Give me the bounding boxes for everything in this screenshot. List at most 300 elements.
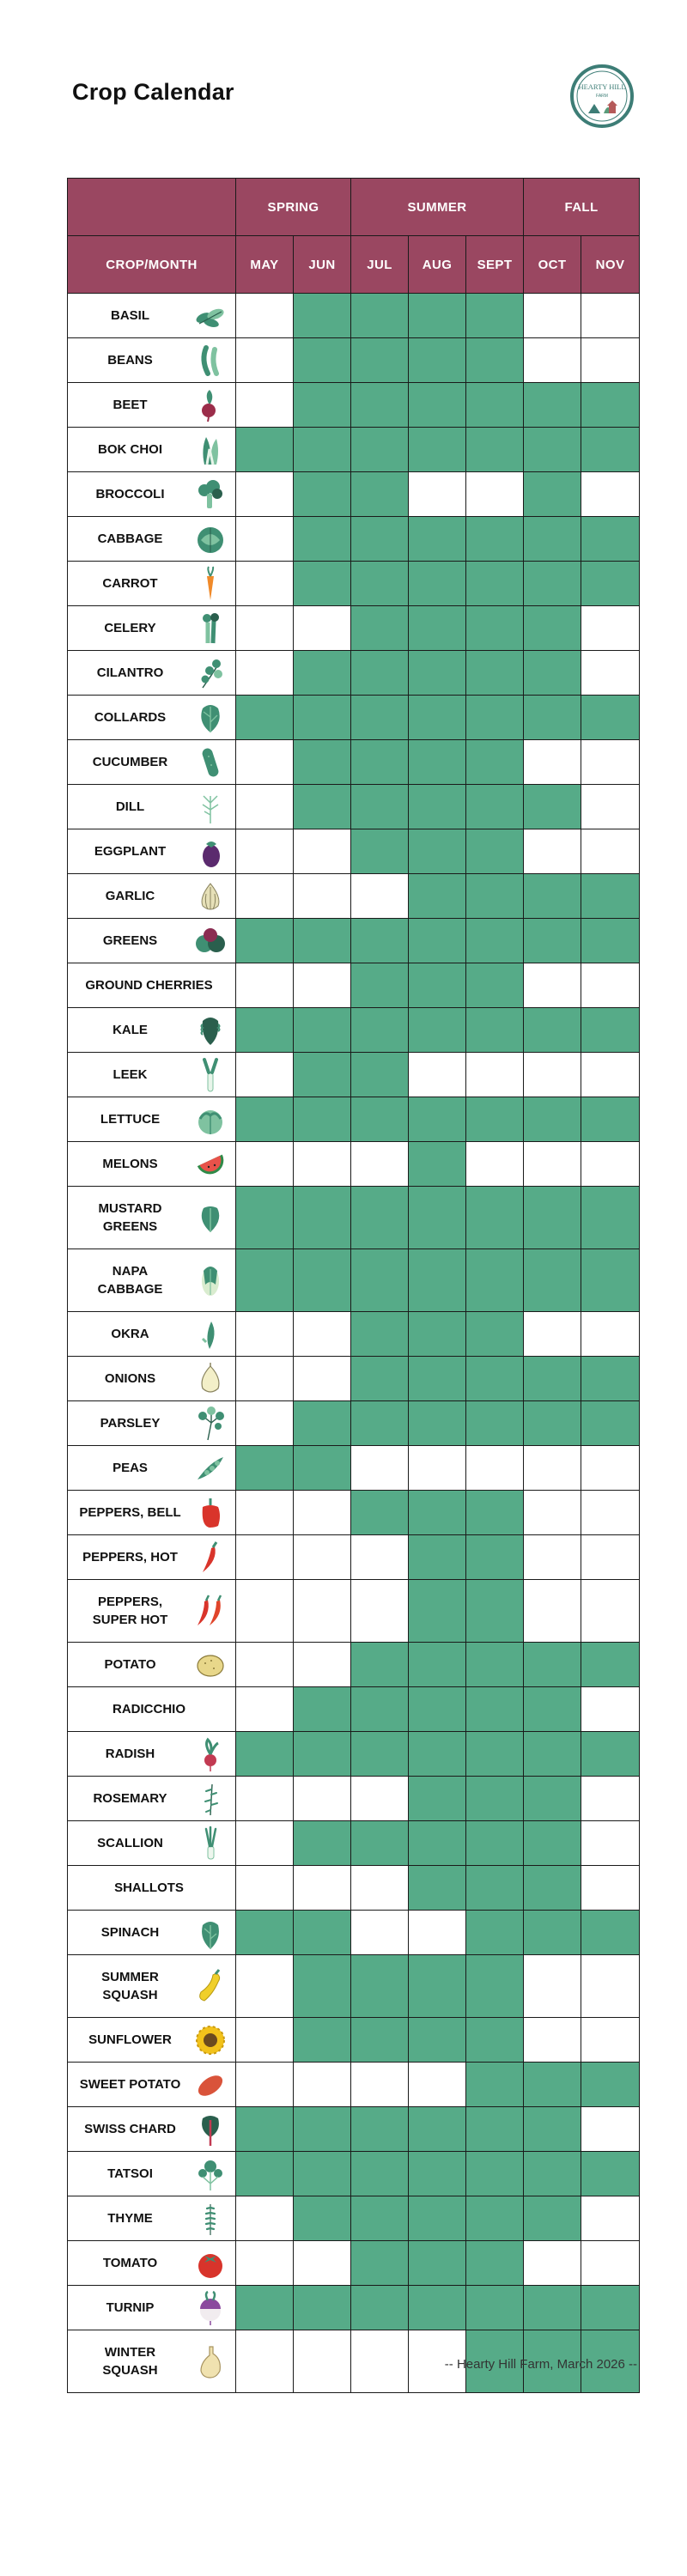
crop-name-cell: [68, 1821, 236, 1866]
month-cell-sept: [466, 1249, 524, 1312]
month-cell-sept: [466, 1732, 524, 1777]
cucumber-icon: [192, 744, 228, 781]
greens-icon: [192, 923, 228, 959]
month-cell-may: [236, 919, 294, 963]
month-cell-nov: [581, 1732, 640, 1777]
eggplant-icon: [192, 834, 228, 870]
month-cell-aug: [409, 1187, 466, 1249]
crop-label: GARLIC: [105, 889, 155, 903]
month-cell-may: [236, 2330, 294, 2393]
month-cell-jul: [351, 1008, 409, 1053]
month-cell-jul: [351, 1535, 409, 1580]
month-cell-nov: [581, 1955, 640, 2018]
month-cell-jul: [351, 1955, 409, 2018]
month-cell-aug: [409, 696, 466, 740]
month-cell-sept: [466, 1312, 524, 1357]
month-cell-aug: [409, 517, 466, 562]
crop-label: BEANS: [107, 353, 153, 368]
month-cell-jun: [294, 1866, 351, 1911]
crop-name-cell: [68, 1312, 236, 1357]
table-row: [68, 1249, 640, 1312]
table-row: [68, 963, 640, 1008]
month-cell-sept: [466, 2107, 524, 2152]
month-header-sept: SEPT: [466, 236, 524, 294]
crop-label: THYME: [107, 2211, 153, 2226]
month-cell-oct: [524, 1357, 581, 1401]
carrot-icon: [192, 566, 228, 602]
crop-name-cell: [68, 963, 236, 1008]
crop-label: BEET: [112, 398, 148, 412]
crop-name-cell: [68, 740, 236, 785]
month-cell-may: [236, 963, 294, 1008]
crop-label: NAPA CABBAGE: [97, 1264, 163, 1297]
crop-name-cell: [68, 1911, 236, 1955]
table-row: [68, 2107, 640, 2152]
month-cell-jul: [351, 1580, 409, 1643]
month-header-nov: NOV: [581, 236, 640, 294]
crop-label: LEEK: [112, 1067, 148, 1082]
page-title: Crop Calendar: [72, 79, 234, 105]
month-cell-jun: [294, 1249, 351, 1312]
table-row: [68, 294, 640, 338]
month-cell-jun: [294, 1732, 351, 1777]
table-row: [68, 338, 640, 383]
month-cell-sept: [466, 1821, 524, 1866]
month-cell-sept: [466, 1187, 524, 1249]
month-cell-jun: [294, 1535, 351, 1580]
month-cell-may: [236, 829, 294, 874]
table-row: [68, 1097, 640, 1142]
month-cell-aug: [409, 1401, 466, 1446]
crop-label: MELONS: [102, 1157, 158, 1171]
month-cell-jul: [351, 294, 409, 338]
month-cell-jul: [351, 1401, 409, 1446]
month-cell-sept: [466, 2152, 524, 2196]
table-row: [68, 1008, 640, 1053]
month-cell-aug: [409, 740, 466, 785]
month-cell-oct: [524, 517, 581, 562]
month-cell-aug: [409, 829, 466, 874]
month-cell-jul: [351, 740, 409, 785]
month-cell-jun: [294, 829, 351, 874]
month-cell-jul: [351, 1357, 409, 1401]
month-cell-oct: [524, 874, 581, 919]
month-cell-jun: [294, 1446, 351, 1491]
crop-name-cell: [68, 1535, 236, 1580]
month-cell-jun: [294, 1142, 351, 1187]
month-cell-jul: [351, 2196, 409, 2241]
month-cell-nov: [581, 1142, 640, 1187]
month-cell-jul: [351, 517, 409, 562]
month-cell-jun: [294, 1777, 351, 1821]
month-cell-aug: [409, 1821, 466, 1866]
month-cell-nov: [581, 1491, 640, 1535]
crop-name-cell: [68, 1955, 236, 2018]
month-cell-jun: [294, 2330, 351, 2393]
month-cell-oct: [524, 428, 581, 472]
month-cell-nov: [581, 2018, 640, 2063]
month-cell-sept: [466, 1580, 524, 1643]
month-cell-nov: [581, 2152, 640, 2196]
month-cell-aug: [409, 1097, 466, 1142]
month-cell-sept: [466, 2196, 524, 2241]
month-cell-sept: [466, 1142, 524, 1187]
table-row: [68, 2063, 640, 2107]
month-cell-sept: [466, 1357, 524, 1401]
month-cell-nov: [581, 338, 640, 383]
table-row: [68, 829, 640, 874]
tatsoi-icon: [192, 2156, 228, 2192]
month-cell-nov: [581, 2196, 640, 2241]
crop-name-cell: [68, 2196, 236, 2241]
table-row: [68, 740, 640, 785]
table-row: [68, 2152, 640, 2196]
melon-icon: [192, 1146, 228, 1182]
table-row: [68, 1401, 640, 1446]
month-cell-jul: [351, 1687, 409, 1732]
table-row: [68, 919, 640, 963]
month-cell-nov: [581, 2241, 640, 2286]
crop-label: POTATO: [104, 1657, 156, 1672]
month-cell-sept: [466, 2018, 524, 2063]
table-row: [68, 785, 640, 829]
crop-label: CELERY: [104, 621, 156, 635]
table-row: [68, 1955, 640, 2018]
crop-label: TOMATO: [102, 2256, 158, 2270]
crop-label: ONIONS: [104, 1371, 156, 1386]
crop-name-cell: [68, 294, 236, 338]
crop-label: SWISS CHARD: [84, 2122, 176, 2136]
month-cell-aug: [409, 1580, 466, 1643]
month-cell-jun: [294, 1821, 351, 1866]
month-cell-jul: [351, 1732, 409, 1777]
month-cell-aug: [409, 651, 466, 696]
table-row: [68, 1312, 640, 1357]
crop-name-cell: [68, 1187, 236, 1249]
table-row: [68, 2286, 640, 2330]
month-cell-aug: [409, 1008, 466, 1053]
month-cell-nov: [581, 785, 640, 829]
month-cell-nov: [581, 1357, 640, 1401]
crop-label: SUMMER SQUASH: [101, 1970, 159, 2002]
month-cell-sept: [466, 963, 524, 1008]
month-cell-sept: [466, 1401, 524, 1446]
month-cell-nov: [581, 383, 640, 428]
month-cell-oct: [524, 1312, 581, 1357]
month-cell-jun: [294, 740, 351, 785]
month-cell-oct: [524, 1446, 581, 1491]
month-cell-aug: [409, 785, 466, 829]
month-cell-sept: [466, 785, 524, 829]
month-cell-oct: [524, 1687, 581, 1732]
crop-name-cell: [68, 2107, 236, 2152]
month-cell-oct: [524, 1821, 581, 1866]
month-cell-may: [236, 2152, 294, 2196]
crop-name-cell: [68, 428, 236, 472]
month-cell-may: [236, 1955, 294, 2018]
month-cell-nov: [581, 696, 640, 740]
month-cell-oct: [524, 1732, 581, 1777]
month-cell-sept: [466, 1491, 524, 1535]
month-cell-nov: [581, 1821, 640, 1866]
month-cell-sept: [466, 294, 524, 338]
beet-icon: [192, 387, 228, 423]
month-cell-aug: [409, 2196, 466, 2241]
month-cell-oct: [524, 294, 581, 338]
table-row: [68, 1535, 640, 1580]
month-cell-jul: [351, 1491, 409, 1535]
month-cell-jul: [351, 874, 409, 919]
table-row: [68, 2018, 640, 2063]
month-cell-may: [236, 1187, 294, 1249]
month-cell-aug: [409, 1491, 466, 1535]
month-cell-nov: [581, 1777, 640, 1821]
month-cell-nov: [581, 472, 640, 517]
crop-label: LETTUCE: [100, 1112, 161, 1127]
month-cell-may: [236, 1142, 294, 1187]
month-cell-jul: [351, 606, 409, 651]
crop-label: RADISH: [105, 1747, 155, 1761]
crop-name-cell: [68, 1097, 236, 1142]
month-cell-oct: [524, 651, 581, 696]
month-cell-may: [236, 1491, 294, 1535]
month-cell-oct: [524, 829, 581, 874]
table-row: [68, 1911, 640, 1955]
month-cell-jun: [294, 1580, 351, 1643]
crop-label: BOK CHOI: [98, 442, 162, 457]
crop-label: PARSLEY: [100, 1416, 161, 1431]
month-cell-may: [236, 1687, 294, 1732]
month-cell-jul: [351, 785, 409, 829]
crop-label: CILANTRO: [96, 665, 164, 680]
month-cell-jul: [351, 651, 409, 696]
month-cell-aug: [409, 428, 466, 472]
month-cell-jun: [294, 1357, 351, 1401]
month-cell-oct: [524, 338, 581, 383]
month-cell-jun: [294, 874, 351, 919]
table-row: [68, 1687, 640, 1732]
month-cell-jul: [351, 1312, 409, 1357]
month-cell-sept: [466, 472, 524, 517]
month-cell-aug: [409, 1643, 466, 1687]
crop-label: COLLARDS: [94, 710, 167, 725]
month-cell-oct: [524, 1249, 581, 1312]
month-cell-jun: [294, 1401, 351, 1446]
month-cell-nov: [581, 294, 640, 338]
month-cell-nov: [581, 1911, 640, 1955]
month-cell-aug: [409, 963, 466, 1008]
month-cell-may: [236, 1732, 294, 1777]
month-cell-oct: [524, 1535, 581, 1580]
month-cell-aug: [409, 1053, 466, 1097]
month-cell-aug: [409, 383, 466, 428]
crop-name-cell: [68, 651, 236, 696]
month-cell-jul: [351, 696, 409, 740]
month-cell-nov: [581, 562, 640, 606]
crop-name-cell: [68, 1580, 236, 1643]
month-cell-aug: [409, 606, 466, 651]
month-cell-sept: [466, 2063, 524, 2107]
month-cell-nov: [581, 517, 640, 562]
month-cell-jun: [294, 1312, 351, 1357]
month-cell-aug: [409, 919, 466, 963]
table-row: [68, 696, 640, 740]
month-cell-oct: [524, 1955, 581, 2018]
month-cell-may: [236, 338, 294, 383]
crop-name-cell: [68, 696, 236, 740]
crop-name-cell: [68, 2018, 236, 2063]
month-cell-may: [236, 1580, 294, 1643]
crop-label: EGGPLANT: [94, 844, 167, 859]
celery-icon: [192, 611, 228, 647]
month-cell-jun: [294, 2241, 351, 2286]
month-cell-sept: [466, 1687, 524, 1732]
crop-label: TATSOI: [107, 2166, 153, 2181]
bell-pepper-icon: [192, 1495, 228, 1531]
crop-label: CABBAGE: [97, 532, 163, 546]
month-cell-oct: [524, 2196, 581, 2241]
month-cell-may: [236, 651, 294, 696]
month-cell-sept: [466, 1008, 524, 1053]
crop-label: CARROT: [102, 576, 158, 591]
month-cell-oct: [524, 919, 581, 963]
season-header-row: [68, 179, 640, 236]
crop-name-cell: [68, 606, 236, 651]
month-cell-sept: [466, 562, 524, 606]
month-cell-oct: [524, 1142, 581, 1187]
collards-icon: [192, 700, 228, 736]
month-cell-sept: [466, 1911, 524, 1955]
onion-icon: [192, 1361, 228, 1397]
leek-icon: [192, 1057, 228, 1093]
month-cell-jul: [351, 2018, 409, 2063]
month-cell-sept: [466, 517, 524, 562]
month-cell-oct: [524, 785, 581, 829]
month-header-jul: JUL: [351, 236, 409, 294]
month-cell-oct: [524, 1777, 581, 1821]
crop-name-cell: [68, 562, 236, 606]
table-row: [68, 1357, 640, 1401]
month-cell-may: [236, 1053, 294, 1097]
month-header-jun: JUN: [294, 236, 351, 294]
month-cell-may: [236, 1446, 294, 1491]
table-row: [68, 1446, 640, 1491]
crop-label: GROUND CHERRIES: [85, 978, 213, 993]
crop-name-cell: [68, 472, 236, 517]
month-cell-aug: [409, 1911, 466, 1955]
month-cell-oct: [524, 1491, 581, 1535]
month-cell-oct: [524, 562, 581, 606]
month-cell-jun: [294, 785, 351, 829]
month-cell-aug: [409, 2286, 466, 2330]
month-header-aug: AUG: [409, 236, 466, 294]
month-cell-may: [236, 1643, 294, 1687]
month-cell-oct: [524, 1187, 581, 1249]
month-cell-jul: [351, 1187, 409, 1249]
table-row: [68, 1643, 640, 1687]
month-cell-oct: [524, 1643, 581, 1687]
month-cell-nov: [581, 1580, 640, 1643]
crop-label: GREENS: [102, 933, 158, 948]
month-cell-nov: [581, 428, 640, 472]
month-cell-oct: [524, 606, 581, 651]
napa-cabbage-icon: [192, 1262, 228, 1298]
month-cell-aug: [409, 1142, 466, 1187]
hot-pepper-icon: [192, 1540, 228, 1576]
month-cell-jul: [351, 2330, 409, 2393]
month-cell-sept: [466, 1446, 524, 1491]
summer-squash-icon: [192, 1968, 228, 2004]
month-cell-jul: [351, 1643, 409, 1687]
month-cell-nov: [581, 1008, 640, 1053]
month-cell-jun: [294, 963, 351, 1008]
month-cell-aug: [409, 1446, 466, 1491]
crop-name-cell: [68, 2330, 236, 2393]
month-cell-aug: [409, 2018, 466, 2063]
month-cell-jul: [351, 1446, 409, 1491]
month-cell-oct: [524, 1866, 581, 1911]
table-row: [68, 1777, 640, 1821]
month-cell-jul: [351, 562, 409, 606]
month-cell-sept: [466, 2286, 524, 2330]
month-cell-sept: [466, 606, 524, 651]
month-cell-jul: [351, 1821, 409, 1866]
month-cell-may: [236, 2018, 294, 2063]
month-cell-oct: [524, 1053, 581, 1097]
month-cell-jun: [294, 562, 351, 606]
month-cell-jul: [351, 2241, 409, 2286]
crop-name-cell: [68, 2286, 236, 2330]
logo-text-line1: HEARTY HILL: [578, 82, 626, 91]
month-cell-aug: [409, 1687, 466, 1732]
month-cell-sept: [466, 829, 524, 874]
crop-label: PEPPERS, HOT: [82, 1550, 178, 1564]
month-cell-may: [236, 1312, 294, 1357]
month-cell-nov: [581, 1249, 640, 1312]
month-cell-nov: [581, 963, 640, 1008]
month-cell-sept: [466, 651, 524, 696]
month-cell-jul: [351, 2063, 409, 2107]
table-row: [68, 1142, 640, 1187]
crop-label: SCALLION: [97, 1836, 163, 1850]
month-cell-aug: [409, 2063, 466, 2107]
month-cell-oct: [524, 963, 581, 1008]
month-cell-jun: [294, 1491, 351, 1535]
table-row: [68, 383, 640, 428]
crop-label: SUNFLOWER: [88, 2032, 172, 2047]
month-cell-oct: [524, 1911, 581, 1955]
crop-label: CUCUMBER: [92, 755, 168, 769]
radish-icon: [192, 1736, 228, 1772]
mustard-greens-icon: [192, 1200, 228, 1236]
crop-label: BROCCOLI: [95, 487, 165, 501]
month-cell-nov: [581, 1446, 640, 1491]
month-cell-may: [236, 383, 294, 428]
lettuce-icon: [192, 1102, 228, 1138]
kale-icon: [192, 1012, 228, 1048]
month-cell-jun: [294, 696, 351, 740]
month-cell-oct: [524, 1008, 581, 1053]
crop-name-cell: [68, 829, 236, 874]
month-cell-jun: [294, 1687, 351, 1732]
month-cell-jun: [294, 517, 351, 562]
crop-name-cell: [68, 338, 236, 383]
crop-name-cell: [68, 1866, 236, 1911]
month-cell-may: [236, 1249, 294, 1312]
month-cell-sept: [466, 1053, 524, 1097]
thyme-icon: [192, 2201, 228, 2237]
month-cell-sept: [466, 919, 524, 963]
